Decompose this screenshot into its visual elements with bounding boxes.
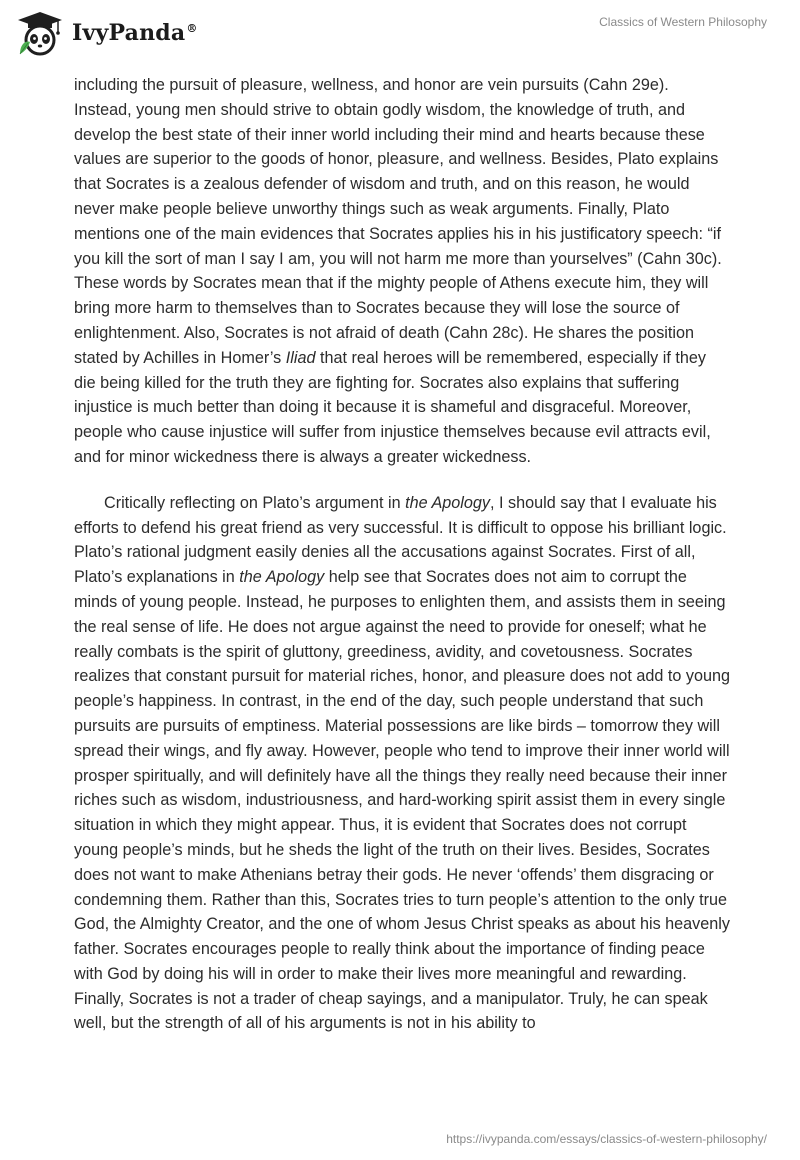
italic-title: the Apology (405, 493, 491, 512)
page-header (0, 0, 800, 70)
logo-text: IvyPanda® (72, 20, 198, 46)
italic-title: the Apology (239, 568, 325, 587)
essay-body (74, 73, 730, 1036)
source-url[interactable]: https://ivypanda.com/essays/classics-of-western-philosophy/ (446, 1132, 767, 1146)
panda-graduate-icon (14, 10, 66, 56)
paragraph-1: including the pursuit of pleasure, wellness, and honor are vein pursuits (Cahn 29e). Instead, young men should strive to obtain godly wisdom, the knowledge of truth, and develop the best state of their inner world including their mind and hearts because these values are superior to the goods of honor, pleasure, and wellness. Besides, Plato explains that Socrates is a zealous defender of wisdom and truth, and on this reason, he would never make people believe unworthy things such as weak arguments. Finally, Plato mentions one of the main evidences that Socrates applies his in his justificatory speech: “if you kill the sort of man I say I am, you will not harm me more than yourselves” (Cahn 30c). These words by Socrates mean that if the mighty people of Athens execute him, they will bring more harm to themselves than to Socrates because they will lose the source of enlightenment. Also, Socrates is not afraid of death (Cahn 28c). He shares the position stated by Achilles in Homer’s Iliad that real heroes will be remembered, especially if they die being killed for the truth they are fighting for. Socrates also explains that suffering injustice is much better than doing it because it is shameful and disgraceful. Moreover, people who cause injustice will suffer from injustice themselves because evil attracts evil, and for minor wickedness there is always a greater wickedness. (74, 76, 722, 466)
ivypanda-logo[interactable] (14, 10, 198, 56)
italic-title: Iliad (285, 348, 316, 367)
document-title: Classics of Western Philosophy (599, 15, 767, 29)
paragraph-2: Critically reflecting on Plato’s argument in the Apology, I should say that I evaluate his efforts to defend his great friend as very successful. It is difficult to oppose his brilliant logic. Plato’s rational judgment easily denies all the accusations against Socrates. First of all, Plato’s explanations in the Apology help see that Socrates does not aim to corrupt the minds of young people. Instead, he purposes to enlighten them, and assists them in seeing the real sense of life. He does not argue against the need to provide for oneself; what he really combats is the spirit of gluttony, greediness, avidity, and covetousness. Socrates realizes that constant pursuit for material riches, honor, and pleasure does not add to young people’s happiness. In contrast, in the end of the day, such people understand that such pursuits are pursuits of emptiness. Material possessions are like birds – tomorrow they will spread their wings, and fly away. However, people who tend to improve their inner world will prosper spiritually, and will definitely have all the things they really need because their inner riches such as wisdom, industriousness, and hard-working spirit assist them in every single situation in which they might appear. Thus, it is evident that Socrates does not corrupt young people’s minds, but he sheds the light of the truth on their lives. Besides, Socrates does not want to make Athenians betray their gods. He never ‘offends’ them disgracing or condemning them. Rather than this, Socrates tries to turn people’s attention to the only true God, the Almighty Creator, and the one of whom Jesus Christ speaks as about his heavenly father. Socrates encourages people to really think about the importance of finding peace with God by doing his will in order to make their lives more meaningful and rewarding. Finally, Socrates is not a trader of cheap sayings, and a manipulator. Truly, he can speak well, but the strength of all of his arguments is not in his ability to (74, 493, 730, 1033)
